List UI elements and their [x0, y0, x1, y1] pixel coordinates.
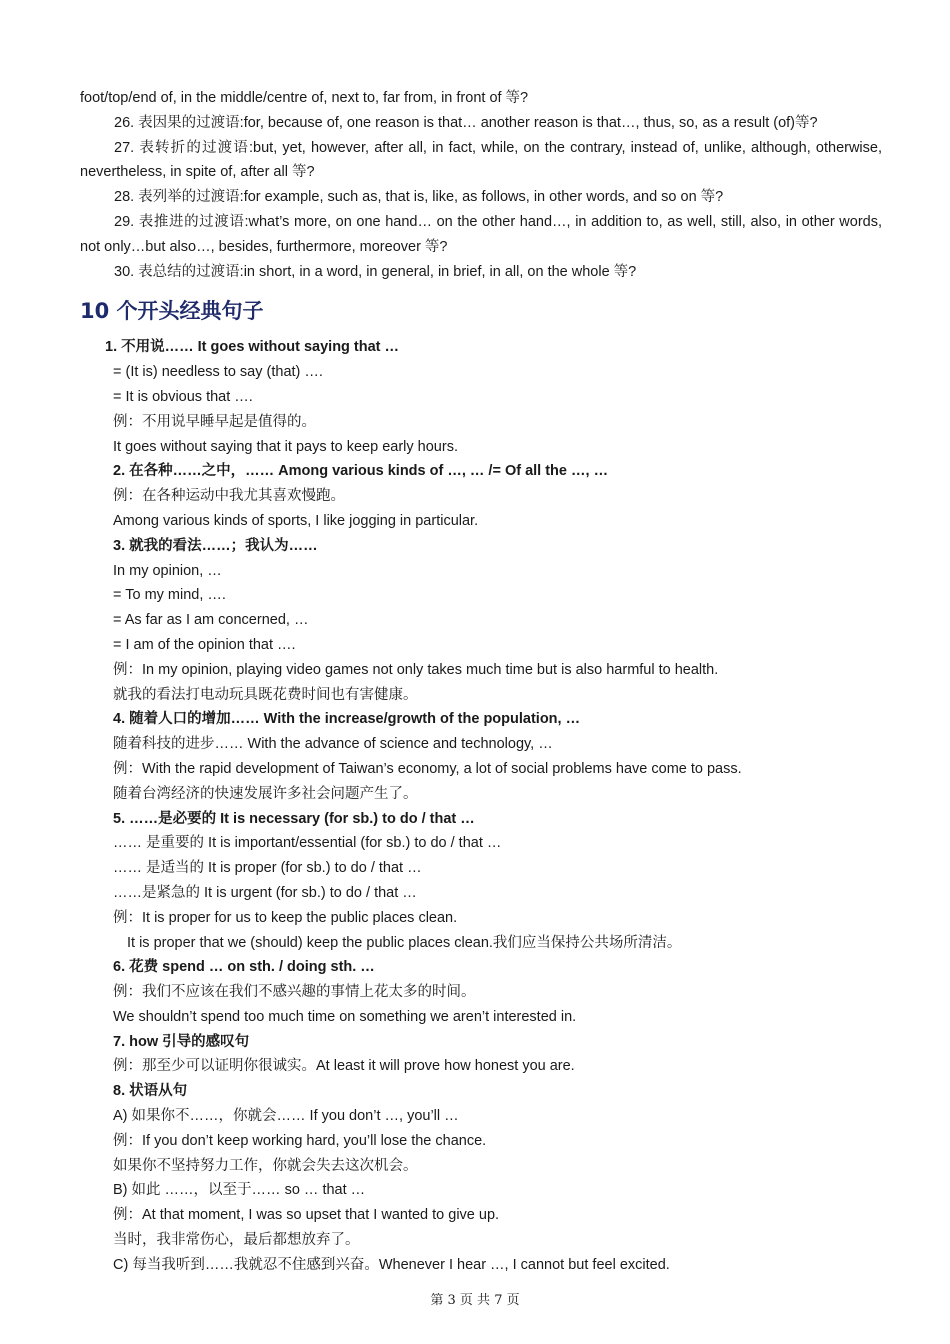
item-line: In my opinion, … — [113, 562, 222, 579]
item-line: It is proper that we (should) keep the public places clean.我们应当保持公共场所清洁。 — [127, 934, 682, 951]
paragraph-26-cause-effect: 26. 表因果的过渡语:for, because of, one reason is that… another reason is that…, thus, so, as a result (of)等? — [114, 114, 818, 131]
list-item — [113, 1030, 882, 1080]
list-item — [113, 534, 882, 708]
list-item — [113, 1079, 882, 1277]
paragraph-27-contrast: 27. 表转折的过渡语:but, yet, however, after all, in fact, while, on the contrary, instead of, unlike, although, otherwise, nevertheless, in spite of, after all 等? — [80, 139, 882, 181]
item-line: 例：At that moment, I was so upset that I wanted to give up. — [113, 1207, 500, 1224]
item-title: 7. how 引导的感叹句 — [113, 1033, 250, 1050]
item-line: ……是紧急的 It is urgent (for sb.) to do / that … — [113, 884, 417, 901]
item-line: 例：It is proper for us to keep the public places clean. — [113, 909, 458, 926]
list-item — [113, 807, 882, 956]
list-item — [113, 955, 882, 1029]
item-line: 例：If you don’t keep working hard, you’ll lose the chance. — [113, 1132, 487, 1149]
item-line: = To my mind, …. — [113, 587, 226, 604]
item-line: 随着台湾经济的快速发展许多社会问题产生了。 — [113, 785, 418, 802]
item-line: 例：In my opinion, playing video games not only takes much time but is also harmful to health. — [113, 661, 719, 678]
paragraph-29-progression: 29. 表推进的过渡语:what’s more, on one hand… on the other hand…, in addition to, as well, still, also, in other words, not only…but also…, besides, furthermore, moreover 等? — [80, 213, 882, 255]
item-line: Among various kinds of sports, I like jogging in particular. — [113, 512, 479, 529]
list-item — [105, 335, 882, 459]
list-item — [113, 459, 882, 533]
item-line: A) 如果你不……，你就会…… If you don’t …, you’ll … — [113, 1108, 459, 1125]
item-title: 5. ……是必要的 It is necessary (for sb.) to do / that … — [113, 810, 475, 827]
item-line: = It is obvious that …. — [113, 388, 253, 405]
item-line: = I am of the opinion that …. — [113, 636, 296, 653]
item-line: 例：在各种运动中我尤其喜欢慢跑。 — [113, 488, 345, 505]
document-page — [80, 86, 882, 1278]
item-title: 1. 不用说…… It goes without saying that … — [105, 339, 400, 356]
item-line: …… 是重要的 It is important/essential (for sb.) to do / that … — [113, 835, 502, 852]
item-line: 例：With the rapid development of Taiwan’s economy, a lot of social problems have come to pass. — [113, 760, 742, 777]
sentence-list — [105, 335, 882, 1277]
item-line: 例：不用说早睡早起是值得的。 — [113, 413, 316, 430]
paragraph-location-phrases: foot/top/end of, in the middle/centre of, next to, far from, in front of 等? — [80, 90, 529, 106]
section-heading: 10 个开头经典句子 — [80, 299, 264, 324]
item-title: 3. 就我的看法……；我认为…… — [113, 537, 318, 554]
page-footer: 第 3 页 共 7 页 — [430, 1293, 520, 1308]
list-item — [113, 707, 882, 806]
transition-phrases — [80, 86, 882, 284]
item-line: 当时，我非常伤心，最后都想放弃了。 — [113, 1232, 360, 1249]
item-title: 6. 花费 spend … on sth. / doing sth. … — [113, 959, 375, 976]
item-line: C) 每当我听到……我就忍不住感到兴奋。Whenever I hear …, I cannot but feel excited. — [113, 1256, 670, 1273]
item-line: = (It is) needless to say (that) …. — [113, 364, 323, 381]
item-line: 随着科技的进步…… With the advance of science and technology, … — [113, 736, 553, 753]
item-title: 2. 在各种……之中，…… Among various kinds of …, … /= Of all the …, … — [113, 463, 609, 480]
item-line: 就我的看法打电动玩具既花费时间也有害健康。 — [113, 686, 418, 703]
item-line: We shouldn’t spend too much time on something we aren’t interested in. — [113, 1008, 577, 1025]
paragraph-30-summary: 30. 表总结的过渡语:in short, in a word, in general, in brief, in all, on the whole 等? — [114, 263, 637, 280]
item-line: It goes without saying that it pays to keep early hours. — [113, 438, 458, 455]
item-line: 如果你不坚持努力工作，你就会失去这次机会。 — [113, 1157, 418, 1174]
item-line: B) 如此 ……，以至于…… so … that … — [113, 1182, 366, 1199]
item-title: 8. 状语从句 — [113, 1083, 188, 1100]
item-line: …… 是适当的 It is proper (for sb.) to do / that … — [113, 860, 422, 877]
item-title: 4. 随着人口的增加…… With the increase/growth of the population, … — [113, 711, 581, 728]
paragraph-28-examples: 28. 表列举的过渡语:for example, such as, that is, like, as follows, in other words, and so on 等? — [114, 189, 724, 206]
item-line: = As far as I am concerned, … — [113, 612, 309, 629]
item-line: 例：我们不应该在我们不感兴趣的事情上花太多的时间。 — [113, 984, 476, 1001]
item-line: 例：那至少可以证明你很诚实。At least it will prove how honest you are. — [113, 1058, 575, 1075]
